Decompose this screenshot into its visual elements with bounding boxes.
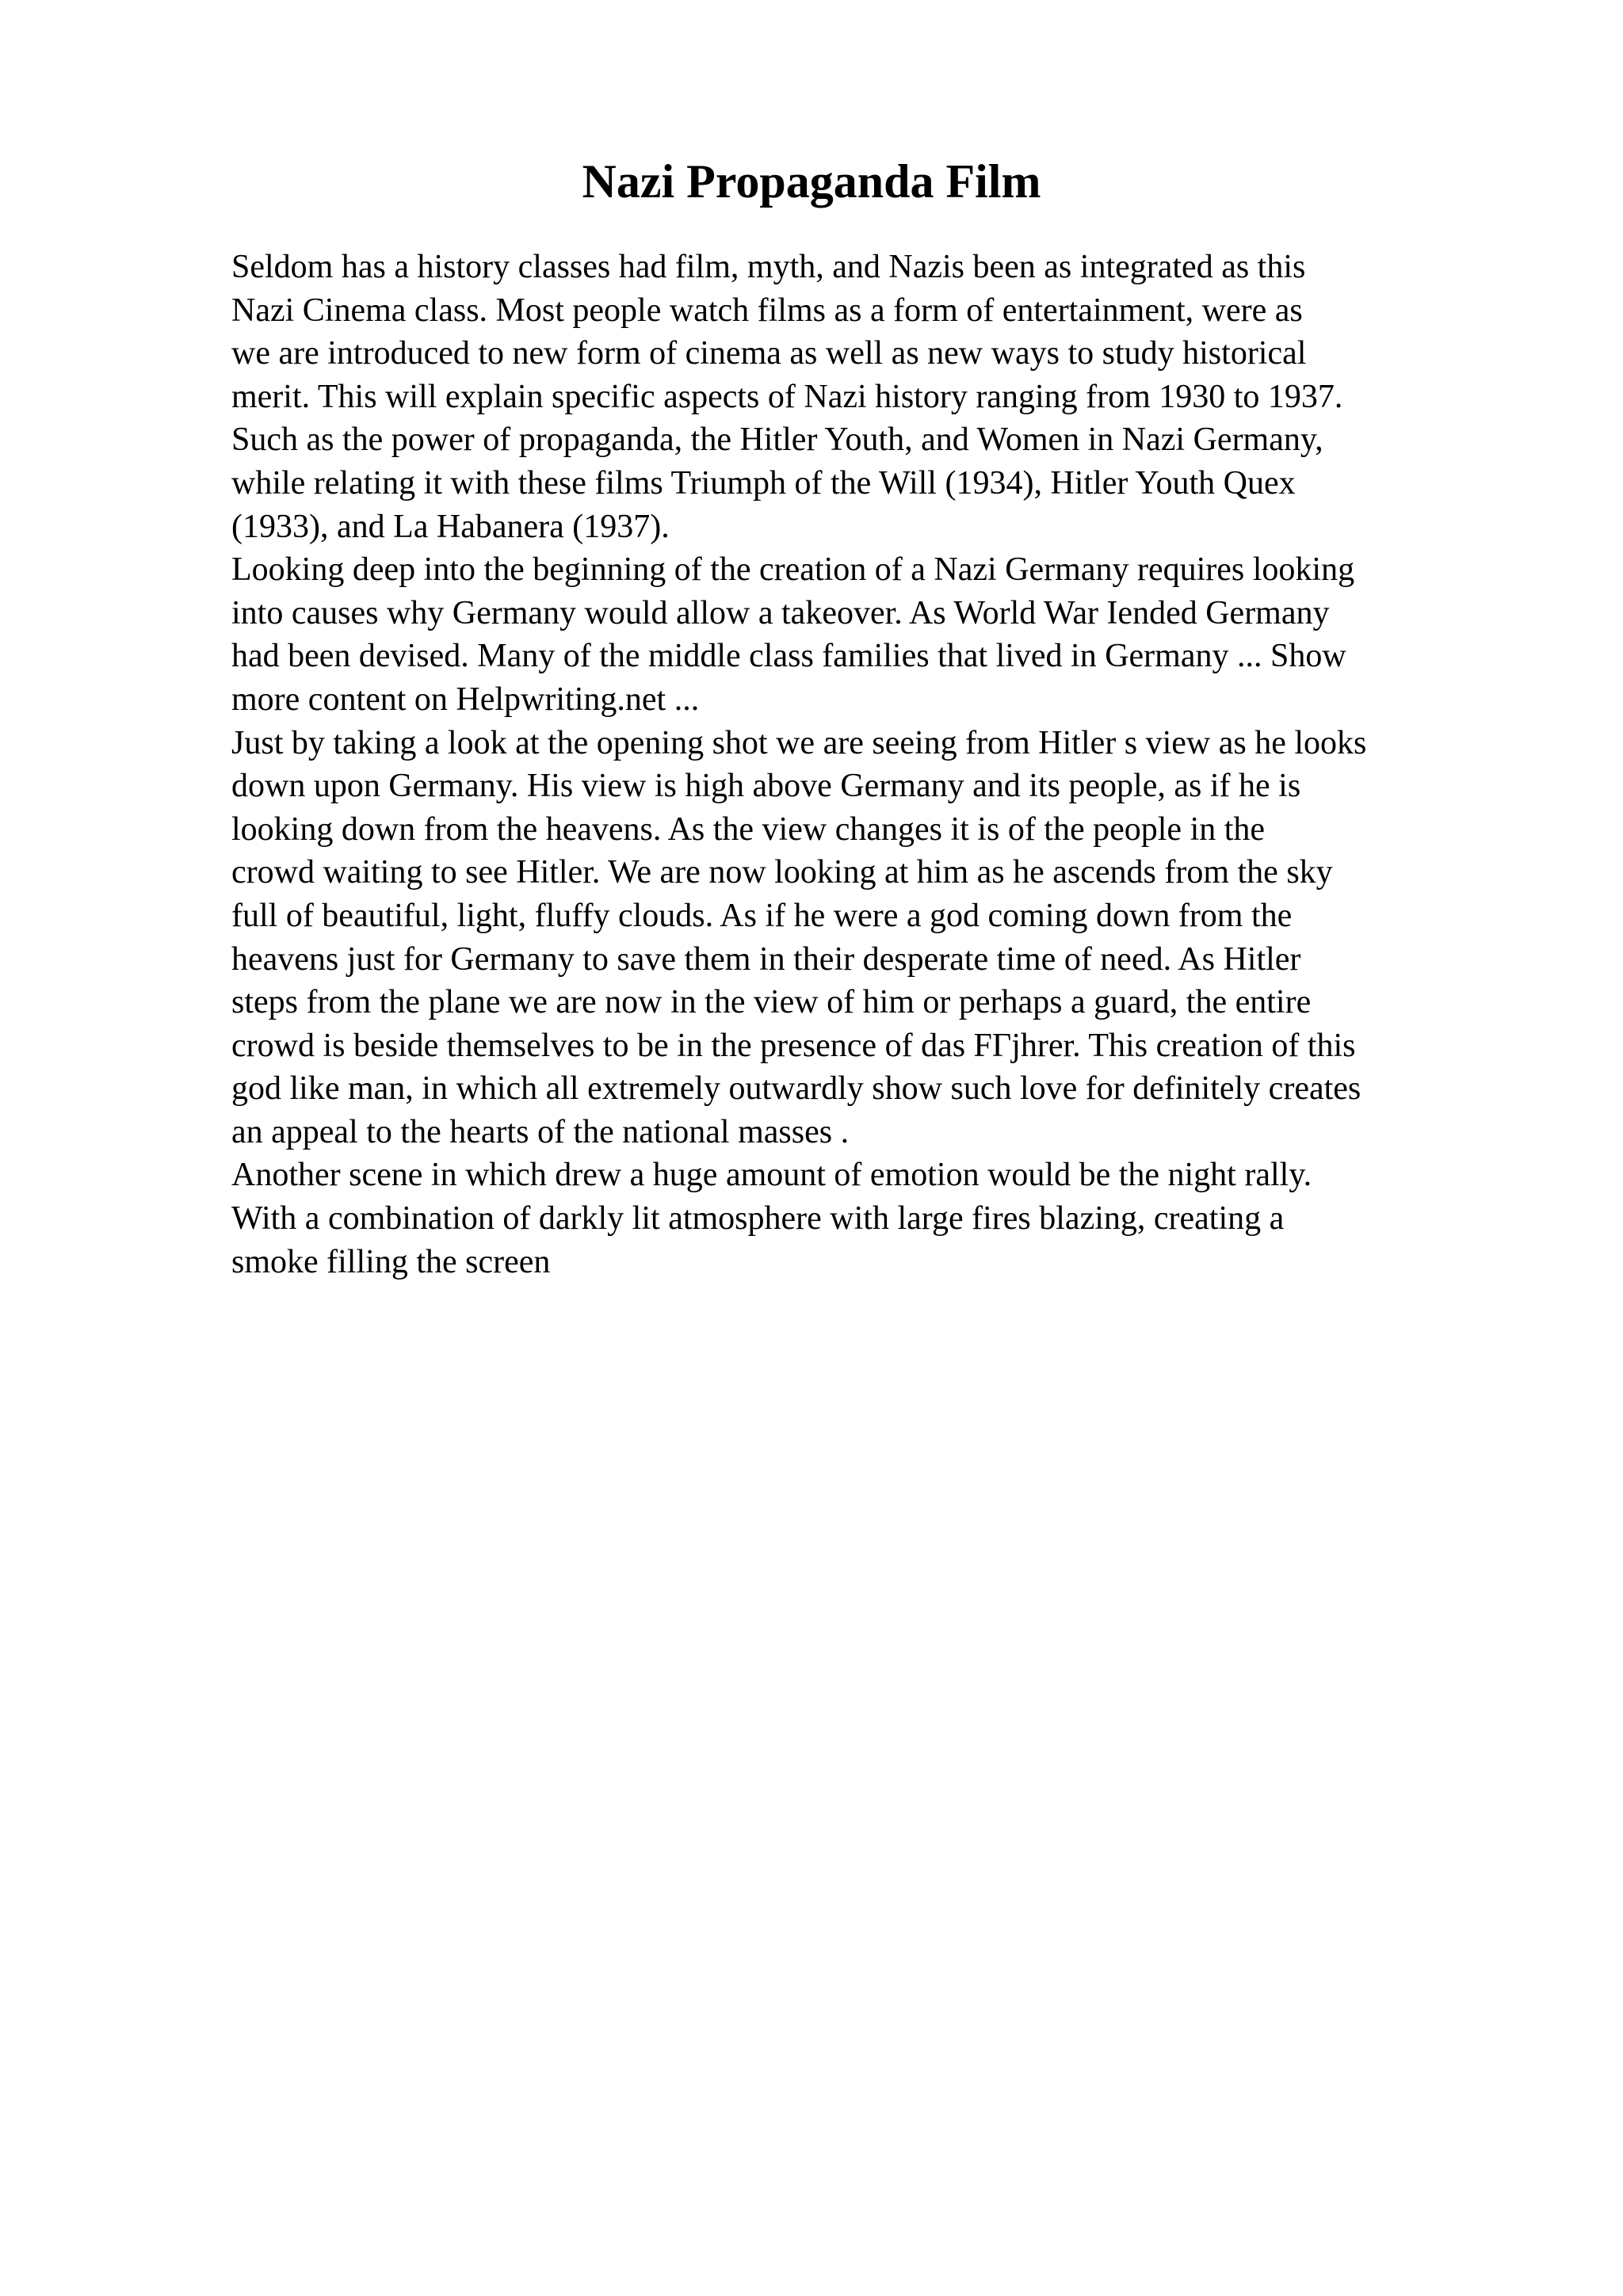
text-line: an appeal to the hearts of the national masses . (231, 1113, 850, 1150)
text-line: while relating it with these films Triumph of the Will (1934), Hitler Youth Quex (231, 464, 1296, 502)
text-line: Nazi Cinema class. Most people watch films as a form of entertainment, were as (231, 292, 1303, 329)
text-line: Seldom has a history classes had film, myth, and Nazis been as integrated as this (231, 249, 1306, 285)
document-title: Nazi Propaganda Film (582, 155, 1041, 208)
text-line: crowd is beside themselves to be in the presence of das FΓjhrer. This creation of this (231, 1027, 1356, 1064)
text-line: With a combination of darkly lit atmosphere with large fires blazing, creating a (231, 1200, 1285, 1238)
text-line: steps from the plane we are now in the view of him or perhaps a guard, the entire (231, 984, 1312, 1021)
text-line: crowd waiting to see Hitler. We are now looking at him as he ascends from the sky (231, 854, 1333, 891)
text-line: Looking deep into the beginning of the creation of a Nazi Germany requires looking (231, 551, 1355, 589)
text-line: down upon Germany. His view is high above Germany and its people, as if he is (231, 768, 1301, 805)
document-body (231, 246, 1515, 1283)
text-line: into causes why Germany would allow a takeover. As World War Iended Germany (231, 594, 1330, 631)
text-line: looking down from the heavens. As the view changes it is of the people in the (231, 810, 1266, 848)
text-line: god like man, in which all extremely outwardly show such love for definitely creates (231, 1070, 1361, 1108)
text-line: full of beautiful, light, fluffy clouds. As if he were a god coming down from the (231, 897, 1293, 934)
text-line: merit. This will explain specific aspects of Nazi history ranging from 1930 to 1937. (231, 378, 1343, 415)
text-line: had been devised. Many of the middle class families that lived in Germany ... Show (231, 638, 1346, 675)
text-line: Just by taking a look at the opening shot we are seeing from Hitler s view as he looks (231, 724, 1367, 761)
text-line: (1933), and La Habanera (1937). (231, 508, 670, 545)
text-line: Another scene in which drew a huge amount of emotion would be the night rally. (231, 1157, 1312, 1194)
text-line: more content on Helpwriting.net ... (231, 681, 700, 718)
text-line: heavens just for Germany to save them in their desperate time of need. As Hitler (231, 940, 1301, 978)
text-line: we are introduced to new form of cinema as well as new ways to study historical (231, 335, 1307, 372)
text-line: Such as the power of propaganda, the Hitler Youth, and Women in Nazi Germany, (231, 421, 1323, 459)
text-line: smoke filling the screen (231, 1243, 551, 1280)
